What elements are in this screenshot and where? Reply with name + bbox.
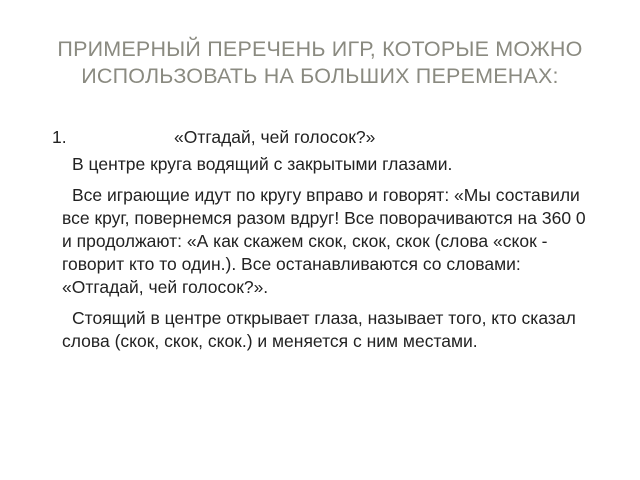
game-paragraph-1: В центре круга водящий с закрытыми глазами. [72,154,453,174]
slide-title-line-2: ИСПОЛЬЗОВАТЬ НА БОЛЬШИХ ПЕРЕМЕНАХ: [81,64,559,88]
slide-body [40,126,600,353]
game-paragraph-3: Стоящий в центре открывает глаза, называет того, кто сказал слова (скок, скок, скок.) и меняется с ним местами. [62,308,576,351]
game-paragraph-2: Все играющие идут по кругу вправо и говорят: «Мы составили все круг, повернемся разом вдруг! Все поворачиваются на 360 0 и продолжают: «А как скажем скок, скок, скок (слова «скок - говорит кто то один.). Все останавливаются со словами: «Отгадай, чей голосок?». [62,185,586,297]
game-heading [40,126,600,150]
game-title: «Отгадай, чей голосок?» [174,127,376,147]
slide-title [20,36,620,90]
slide-title-line-1: ПРИМЕРНЫЙ ПЕРЕЧЕНЬ ИГР, КОТОРЫЕ МОЖНО [57,37,583,61]
game-number: 1. [52,127,67,147]
